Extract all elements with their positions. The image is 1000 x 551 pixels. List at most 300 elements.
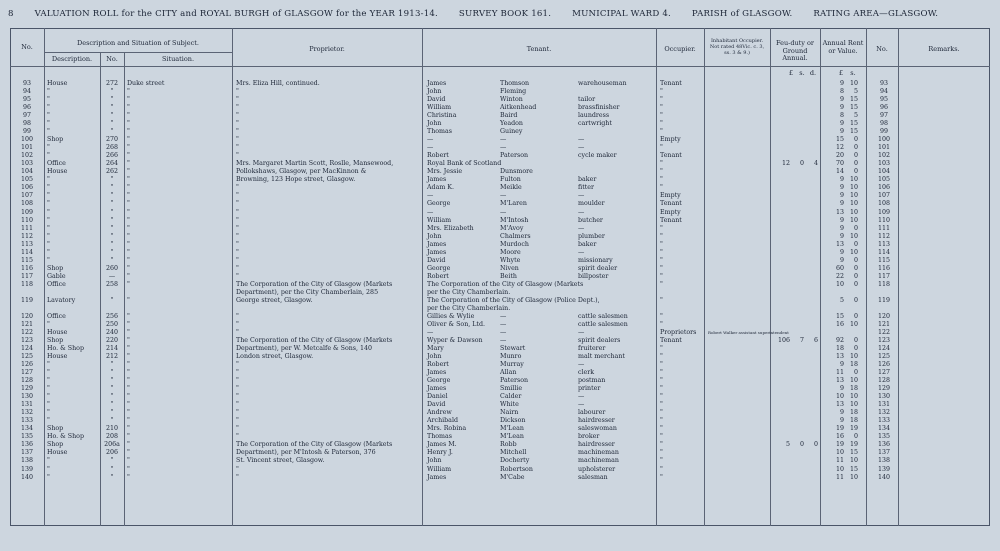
- row-number-right: 112: [877, 232, 891, 240]
- row-rent-shillings: 10: [849, 208, 858, 216]
- row-number: 121: [20, 320, 34, 328]
- table-row: [10, 257, 990, 265]
- row-tenant-occupation: butcher: [578, 216, 603, 224]
- row-proprietor: ": [236, 256, 239, 264]
- row-occupier: Tenant: [660, 200, 682, 208]
- table-row: [10, 104, 990, 112]
- row-proprietor: ": [236, 144, 239, 152]
- row-rent-shillings: 0: [853, 264, 858, 272]
- table-row: [10, 120, 990, 128]
- row-number-right: 127: [877, 369, 891, 377]
- row-rent-pounds: 9: [839, 224, 844, 232]
- row-description: ": [47, 88, 50, 96]
- row-proprietor: ": [236, 361, 239, 369]
- col-header-situation: Situation.: [161, 55, 195, 63]
- page-number: 8: [8, 9, 14, 19]
- row-street-number: ": [110, 401, 114, 409]
- row-situation: ": [127, 312, 130, 320]
- table-row: [10, 377, 990, 385]
- row-tenant-occupation: saleswoman: [578, 425, 617, 433]
- row-number: 101: [20, 144, 34, 152]
- row-situation: ": [127, 256, 130, 264]
- table-row: [10, 128, 990, 136]
- row-street-number: ": [110, 232, 114, 240]
- row-proprietor: ": [236, 465, 239, 473]
- row-street-number: ": [110, 369, 114, 377]
- row-rent-shillings: 0: [853, 312, 858, 320]
- row-number-right: 96: [879, 104, 888, 112]
- row-tenant-occupation: machineman: [578, 457, 619, 465]
- row-tenant-occupation: printer: [578, 385, 601, 393]
- row-rent-shillings: 0: [853, 240, 858, 248]
- row-proprietor: ": [236, 88, 239, 96]
- row-street-number: ": [110, 409, 114, 417]
- row-tenant-last: Calder: [500, 393, 522, 401]
- row-street-number: —: [108, 272, 116, 280]
- row-situation: ": [127, 361, 130, 369]
- row-tenant-occupation: moulder: [578, 200, 605, 208]
- row-occupier: ": [660, 256, 663, 264]
- table-row: [10, 80, 990, 88]
- col-header-occupier: Occupier.: [664, 45, 696, 53]
- row-occupier: ": [660, 425, 663, 433]
- row-situation: ": [127, 328, 130, 336]
- row-tenant-first: Archibald: [427, 417, 458, 425]
- row-description: ": [47, 409, 50, 417]
- row-description: Gable: [47, 272, 66, 280]
- row-rent-shillings: 10: [849, 200, 858, 208]
- row-number: 129: [20, 385, 34, 393]
- row-feu-pence: 6: [813, 337, 818, 344]
- table-row: [10, 433, 990, 441]
- row-rent-shillings: 15: [849, 104, 858, 112]
- row-number: 103: [20, 160, 34, 168]
- row-proprietor: ": [236, 208, 239, 216]
- row-number: 135: [20, 433, 34, 441]
- row-rent-pounds: 9: [839, 248, 844, 256]
- row-tenant-occupation: cattle salesmen: [578, 320, 628, 328]
- row-rent-pounds: 22: [835, 272, 844, 280]
- row-situation: ": [127, 264, 130, 272]
- row-situation: ": [127, 184, 130, 192]
- row-occupier: ": [660, 280, 663, 288]
- row-rent-pounds: 9: [839, 104, 844, 112]
- row-proprietor: ": [236, 272, 239, 280]
- row-occupier: ": [660, 393, 663, 401]
- row-description: ": [47, 385, 50, 393]
- row-street-number: ": [110, 208, 114, 216]
- table-row: [10, 88, 990, 96]
- row-feu-pounds: 5: [785, 441, 790, 449]
- row-street-number: ": [110, 112, 114, 120]
- row-number-right: 140: [877, 473, 891, 481]
- row-occupier: ": [660, 433, 663, 441]
- row-street-number: 256: [105, 312, 119, 320]
- row-tenant-last: —: [500, 144, 507, 152]
- row-tenant-last: —: [500, 192, 507, 200]
- row-rent-shillings: 10: [849, 353, 858, 361]
- row-tenant-last: M'Cabe: [500, 473, 525, 481]
- row-tenant-first: Mrs. Robina: [427, 425, 467, 433]
- row-proprietor: ": [236, 240, 239, 248]
- row-street-number: ": [110, 296, 114, 304]
- row-occupier: ": [660, 144, 663, 152]
- table-row: [10, 393, 990, 401]
- row-description: ": [47, 473, 50, 481]
- row-number: 95: [22, 96, 31, 104]
- row-description: House: [47, 353, 68, 361]
- table-row: [10, 385, 990, 393]
- row-proprietor: ": [236, 104, 239, 112]
- row-occupier: ": [660, 264, 663, 272]
- row-number-right: 137: [877, 449, 891, 457]
- row-occupier: ": [660, 184, 663, 192]
- row-tenant-last: Yeadon: [500, 120, 523, 128]
- table-row: [10, 425, 990, 433]
- row-proprietor: ": [236, 328, 239, 336]
- row-rent-pounds: 10: [835, 280, 844, 288]
- row-tenant-last: Winton: [500, 96, 523, 104]
- row-tenant-last: —: [500, 136, 507, 144]
- table-row: [10, 209, 990, 217]
- row-number-right: 121: [877, 320, 891, 328]
- row-rent-shillings: 10: [849, 232, 858, 240]
- row-number: 131: [20, 401, 34, 409]
- table-row: [10, 297, 990, 305]
- row-tenant-occupation: baker: [578, 176, 597, 184]
- row-tenant-last: Fleming: [500, 88, 527, 96]
- row-number: 139: [20, 465, 34, 473]
- row-occupier: ": [660, 441, 663, 449]
- row-rent-pounds: 20: [835, 152, 844, 160]
- row-number: 120: [20, 312, 34, 320]
- row-proprietor: Mrs. Margaret Martin Scott, Roslle, Mansewood,: [236, 160, 394, 168]
- row-description: Ho. & Shop: [47, 433, 84, 441]
- currency-pence: d.: [809, 69, 817, 77]
- row-proprietor: ": [236, 184, 239, 192]
- row-number: 130: [20, 393, 34, 401]
- row-rent-shillings: 0: [853, 433, 858, 441]
- row-proprietor: St. Vincent street, Glasgow.: [236, 457, 325, 465]
- row-tenant-last: Mitchell: [500, 449, 527, 457]
- row-tenant-occupation: —: [578, 328, 585, 336]
- row-street-number: ": [110, 224, 114, 232]
- row-occupier: ": [660, 353, 663, 361]
- table-row: [10, 233, 990, 241]
- row-occupier: ": [660, 224, 663, 232]
- table-row: [10, 192, 990, 200]
- row-occupier: Tenant: [660, 80, 682, 87]
- row-rent-shillings: 0: [853, 160, 858, 168]
- table-row: [10, 466, 990, 474]
- row-situation: ": [127, 208, 130, 216]
- table-row: [10, 96, 990, 104]
- row-rent-pounds: 15: [835, 312, 844, 320]
- row-number: 115: [20, 256, 34, 264]
- row-occupier: ": [660, 377, 663, 385]
- row-tenant-first: Oliver & Son, Ltd.: [427, 320, 486, 328]
- row-number: 116: [20, 264, 34, 272]
- row-proprietor: ": [236, 320, 239, 328]
- row-proprietor: ": [236, 120, 239, 128]
- row-street-number: 214: [105, 345, 119, 353]
- row-situation: ": [127, 337, 130, 344]
- row-number: 125: [20, 353, 34, 361]
- row-number-right: 119: [877, 296, 891, 304]
- row-tenant-occupation: —: [578, 248, 585, 256]
- row-number: 123: [20, 337, 34, 344]
- row-feu-pounds: 106: [777, 337, 790, 344]
- table-row: [10, 329, 990, 337]
- table-row: [10, 321, 990, 329]
- table-row: [10, 369, 990, 377]
- row-description: Ho. & Shop: [47, 345, 84, 353]
- col-header-annual-rent: Annual Rent or Value.: [822, 39, 864, 55]
- row-tenant-first: Robert: [427, 272, 449, 280]
- row-rent-pounds: 9: [839, 176, 844, 184]
- row-situation: ": [127, 457, 130, 465]
- row-rent-shillings: 19: [849, 425, 858, 433]
- row-rent-shillings: 0: [853, 136, 858, 144]
- row-number-right: 120: [877, 312, 891, 320]
- row-tenant-occupation: hairdresser: [578, 441, 615, 449]
- row-number-right: 107: [877, 192, 891, 200]
- row-rent-pounds: 15: [835, 136, 844, 144]
- row-tenant-first: Andrew: [427, 409, 452, 417]
- row-rent-shillings: 10: [849, 320, 858, 328]
- row-description: ": [47, 184, 50, 192]
- row-rent-pounds: 10: [835, 449, 844, 457]
- row-rent-shillings: 0: [853, 168, 858, 176]
- row-tenant-occupation: cycle maker: [578, 152, 617, 160]
- row-tenant-first: per the City Chamberlain.: [427, 288, 511, 296]
- row-description: ": [47, 248, 50, 256]
- col-header-feu-duty: Feu-duty or Ground Annual.: [775, 39, 815, 62]
- row-proprietor: Department), per W. Metcalfe & Sons, 140: [236, 345, 373, 353]
- row-description: Shop: [47, 425, 64, 433]
- row-number: 119: [20, 296, 34, 304]
- row-tenant-first: Robert: [427, 152, 449, 160]
- row-tenant-first: Mrs. Elizabeth: [427, 224, 474, 232]
- row-tenant-occupation: —: [578, 136, 585, 144]
- row-tenant-first: John: [427, 232, 442, 240]
- row-occupier: ": [660, 112, 663, 120]
- row-street-number: 240: [105, 328, 119, 336]
- row-street-number: ": [110, 393, 114, 401]
- row-rent-pounds: 16: [835, 320, 844, 328]
- row-tenant-occupation: malt merchant: [578, 353, 625, 361]
- row-proprietor: The Corporation of the City of Glasgow (Markets: [236, 280, 393, 288]
- row-rent-shillings: 10: [849, 216, 858, 224]
- row-tenant-first: per the City Chamberlain.: [427, 304, 511, 312]
- row-tenant-last: —: [500, 337, 507, 344]
- row-tenant-last: Nairn: [500, 409, 519, 417]
- row-situation: ": [127, 377, 130, 385]
- row-rent-pounds: 11: [835, 457, 844, 465]
- row-tenant-first: William: [427, 104, 452, 112]
- row-number-right: 116: [877, 264, 891, 272]
- row-proprietor: ": [236, 425, 239, 433]
- table-row: [10, 136, 990, 144]
- row-situation: ": [127, 144, 130, 152]
- row-tenant-occupation: baker: [578, 240, 597, 248]
- row-description: ": [47, 208, 50, 216]
- row-tenant-first: Mrs. Jessie: [427, 168, 463, 176]
- row-rent-shillings: 19: [849, 441, 858, 449]
- row-street-number: 212: [105, 353, 119, 361]
- row-tenant-occupation: brassfinisher: [578, 104, 620, 112]
- row-occupier: Empty: [660, 136, 681, 144]
- row-number-right: 125: [877, 353, 891, 361]
- row-occupier: ": [660, 176, 663, 184]
- row-tenant-last: Docherty: [500, 457, 530, 465]
- row-situation: ": [127, 473, 130, 481]
- row-street-number: ": [110, 128, 114, 136]
- row-proprietor: ": [236, 264, 239, 272]
- row-street-number: 210: [105, 425, 119, 433]
- row-feu-shillings: 0: [799, 441, 804, 449]
- row-tenant-last: Murray: [500, 361, 524, 369]
- table-row: [10, 417, 990, 425]
- row-rent-pounds: 13: [835, 240, 844, 248]
- row-tenant-last: M'Lean: [500, 425, 524, 433]
- row-proprietor: ": [236, 192, 239, 200]
- row-occupier: ": [660, 232, 663, 240]
- row-situation: ": [127, 128, 130, 136]
- row-situation: ": [127, 393, 130, 401]
- row-number: 99: [22, 128, 31, 136]
- row-number-right: 131: [877, 401, 891, 409]
- table-row: [10, 337, 990, 345]
- col-header-inhabitant-occupier: Inhabitant Occupier. Not rated 48Vic. c. 3, ss. 3 & 9.): [709, 38, 765, 56]
- row-street-number: 262: [105, 168, 119, 176]
- row-street-number: ": [110, 465, 114, 473]
- row-situation: ": [127, 112, 130, 120]
- row-rent-pounds: 9: [839, 385, 844, 393]
- row-description: ": [47, 96, 50, 104]
- row-description: ": [47, 240, 50, 248]
- row-number-right: 113: [877, 240, 891, 248]
- row-number: 137: [20, 449, 34, 457]
- divider: [44, 52, 232, 53]
- col-header-remarks: Remarks.: [928, 45, 960, 53]
- row-rent-pounds: 18: [835, 345, 844, 353]
- row-number: 136: [20, 441, 34, 449]
- row-tenant-last: M'Intosh: [500, 216, 529, 224]
- table-row: [10, 265, 990, 273]
- row-description: ": [47, 224, 50, 232]
- row-occupier: ": [660, 104, 663, 112]
- row-street-number: ": [110, 361, 114, 369]
- row-rent-shillings: 10: [849, 248, 858, 256]
- row-number: 98: [22, 120, 31, 128]
- row-number-right: 108: [877, 200, 891, 208]
- row-street-number: 264: [105, 160, 119, 168]
- row-street-number: ": [110, 184, 114, 192]
- row-description: Shop: [47, 136, 64, 144]
- table-row: [10, 112, 990, 120]
- row-number: 112: [20, 232, 34, 240]
- row-tenant-last: M'Laren: [500, 200, 527, 208]
- row-proprietor: ": [236, 248, 239, 256]
- table-row: [10, 361, 990, 369]
- row-description: ": [47, 465, 50, 473]
- row-rent-pounds: 9: [839, 120, 844, 128]
- row-situation: ": [127, 104, 130, 112]
- row-street-number: 270: [105, 136, 119, 144]
- row-description: ": [47, 120, 50, 128]
- row-tenant-occupation: machineman: [578, 449, 619, 457]
- row-rent-shillings: 0: [853, 337, 858, 344]
- row-rent-pounds: 9: [839, 409, 844, 417]
- row-tenant-occupation: —: [578, 224, 585, 232]
- row-tenant-first: The Corporation of the City of Glasgow (Police Dept.),: [427, 296, 600, 304]
- row-situation: ": [127, 200, 130, 208]
- row-street-number: ": [110, 473, 114, 481]
- row-rent-shillings: 10: [849, 393, 858, 401]
- table-row: [10, 249, 990, 257]
- row-number: 97: [22, 112, 31, 120]
- table-row: [10, 409, 990, 417]
- row-description: ": [47, 369, 50, 377]
- row-description: ": [47, 104, 50, 112]
- row-proprietor: Mrs. Eliza Hill, continued.: [236, 80, 320, 87]
- row-situation: ": [127, 176, 130, 184]
- row-proprietor: ": [236, 216, 239, 224]
- row-number: 102: [20, 152, 34, 160]
- row-rent-shillings: 15: [849, 128, 858, 136]
- row-rent-pounds: 9: [839, 96, 844, 104]
- row-occupier: ": [660, 272, 663, 280]
- row-street-number: 206a: [104, 441, 120, 449]
- page-header: [8, 9, 992, 19]
- row-situation: ": [127, 433, 130, 441]
- row-proprietor: ": [236, 200, 239, 208]
- row-number-right: 114: [877, 248, 891, 256]
- row-rent-shillings: 10: [849, 401, 858, 409]
- row-occupier: ": [660, 417, 663, 425]
- row-tenant-first: Christina: [427, 112, 457, 120]
- table-row: [10, 449, 990, 457]
- row-street-number: ": [110, 256, 114, 264]
- row-proprietor: ": [236, 369, 239, 377]
- row-situation: ": [127, 320, 130, 328]
- row-tenant-first: David: [427, 256, 446, 264]
- row-tenant-first: George: [427, 377, 451, 385]
- row-rent-shillings: 0: [853, 272, 858, 280]
- row-tenant-first: —: [427, 192, 434, 200]
- row-occupier: ": [660, 160, 663, 168]
- row-situation: ": [127, 441, 130, 449]
- row-situation: ": [127, 425, 130, 433]
- row-proprietor: ": [236, 224, 239, 232]
- row-situation: ": [127, 248, 130, 256]
- row-tenant-occupation: upholsterer: [578, 465, 616, 473]
- row-tenant-last: Munro: [500, 353, 522, 361]
- row-description: ": [47, 216, 50, 224]
- row-tenant-last: M'Avoy: [500, 224, 524, 232]
- row-proprietor: ": [236, 312, 239, 320]
- row-street-number: ": [110, 457, 114, 465]
- row-tenant-last: Robertson: [500, 465, 533, 473]
- row-rent-pounds: 19: [835, 441, 844, 449]
- row-number: 110: [20, 216, 34, 224]
- row-rent-shillings: 10: [849, 192, 858, 200]
- row-tenant-first: Henry J.: [427, 449, 453, 457]
- row-tenant-first: Royal Bank of Scotland: [427, 160, 502, 168]
- row-tenant-occupation: —: [578, 393, 585, 401]
- row-occupier: Empty: [660, 192, 681, 200]
